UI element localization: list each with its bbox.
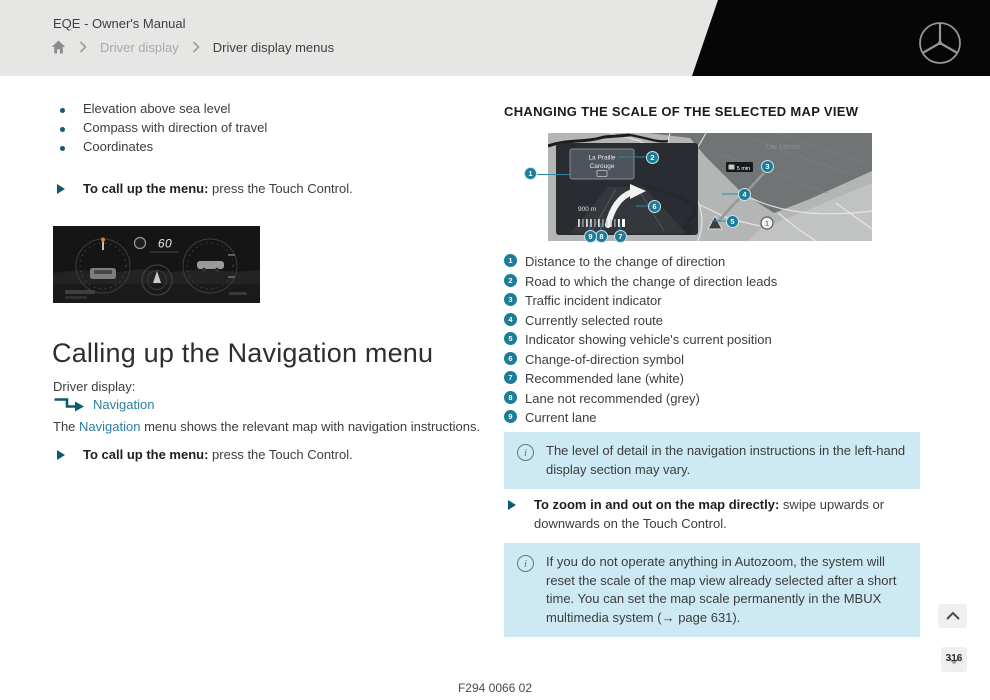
driver-display-illustration [53,226,260,303]
info-icon: i [517,444,534,461]
map-sign-line2: Carouge [589,163,615,170]
legend-item: 4 Currently selected route [504,313,924,327]
info-note-autozoom: i If you do not operate anything in Autozoom, the system will reset the scale of the map view already selected after a short time. You can set the map scale permanently in the MBUX multimedia system (→ page 631). [504,543,920,637]
map-callout-8: 8 [595,230,608,243]
map-legend [504,254,924,430]
info-note-detail-level: i The level of detail in the navigation instructions in the left-hand display section may vary. [504,432,920,489]
list-item: Elevation above sea level [53,101,473,120]
navigation-description: The Navigation menu shows the relevant map with navigation instructions. [53,419,481,434]
figure-code: F294 0066 02 [457,681,533,695]
breadcrumb-driver-display[interactable]: Driver display [100,39,179,55]
map-road-badge: 1 [765,220,769,228]
map-callout-4: 4 [738,188,751,201]
page-number: 316 [945,653,963,664]
map-callout-2: 2 [646,151,659,164]
map-distance-label: 900 m [578,206,597,213]
breadcrumb [51,38,334,56]
branch-arrow-icon [53,396,86,412]
map-lake-label: Lac Léman [766,144,801,151]
action-call-up-menu-2: To call up the menu: press the Touch Control. [53,446,483,465]
map-callout-3: 3 [761,160,774,173]
chevron-right-icon [79,41,87,53]
breadcrumb-driver-display-menus: Driver display menus [212,39,335,55]
map-traffic-label: 5 min [736,165,751,172]
navigation-menu-link[interactable]: Navigation [93,396,155,412]
mercedes-logo-icon [917,20,963,71]
map-callout-9: 9 [584,230,597,243]
home-icon[interactable] [51,40,66,54]
map-sign-line1: La Praille [588,154,616,162]
map-callout-5: 5 [726,215,739,228]
legend-item: 3 Traffic incident indicator [504,293,924,307]
chevron-up-icon [945,611,961,621]
header [0,0,990,76]
action-zoom-map: To zoom in and out on the map directly: swipe upwards or downwards on the Touch Control. [504,496,922,533]
scroll-to-top-button[interactable] [938,604,967,628]
callout-line [537,174,570,175]
action-arrow-icon [57,450,65,460]
map-illustration [528,133,872,241]
action-arrow-icon [508,500,516,510]
action-call-up-menu-1: To call up the menu: press the Touch Control. [53,180,483,199]
section-heading: Calling up the Navigation menu [52,338,434,368]
manual-title: EQE - Owner's Manual [53,16,186,31]
legend-item: 8 Lane not recommended (grey) [504,391,924,405]
driver-display-label: Driver display: [53,379,136,394]
list-item: Coordinates [53,139,473,158]
map-callout-6: 6 [648,200,661,213]
legend-item: 2 Road to which the change of direction leads [504,274,924,288]
info-icon: i [517,555,534,572]
legend-item: 6 Change-of-direction symbol [504,352,924,366]
legend-item: 5 Indicator showing vehicle's current position [504,332,924,346]
action-arrow-icon [57,184,65,194]
navigation-inline-link[interactable]: Navigation [79,419,141,434]
legend-item: 1 Distance to the change of direction [504,254,924,268]
page-number-button[interactable] [941,647,967,672]
legend-item: 9 Current lane [504,410,924,424]
legend-item: 7 Recommended lane (white) [504,371,924,385]
cluster-speed-value: 60 [157,236,173,251]
map-callout-7: 7 [614,230,627,243]
feature-bullet-list [53,101,473,158]
subsection-heading: CHANGING THE SCALE OF THE SELECTED MAP VIEW [504,104,859,119]
map-callout-1: 1 [524,167,537,180]
chevron-right-icon [192,41,200,53]
menu-path-row [53,395,154,413]
list-item: Compass with direction of travel [53,120,473,139]
